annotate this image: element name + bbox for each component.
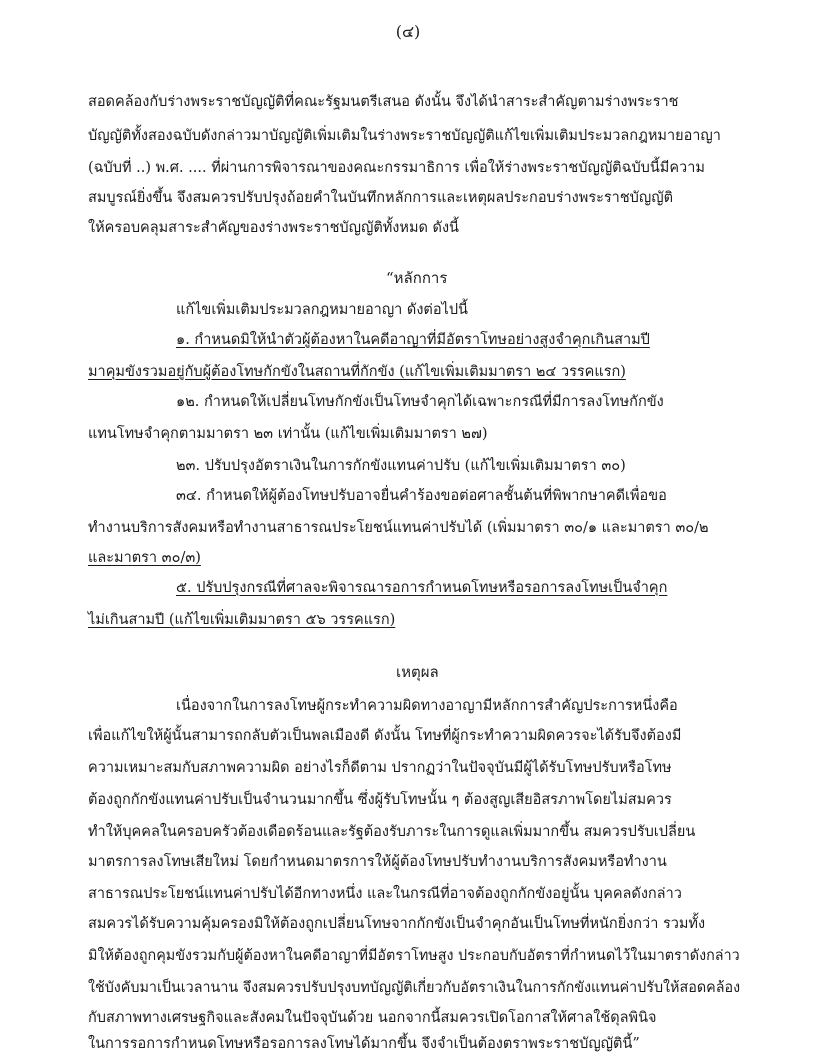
principle-item-3: ๒๓. ปรับปรุงอัตราเงินในการกักขังแทนค่าปรับ (แก้ไขเพิ่มเติมมาตรา ๓๐) — [176, 458, 626, 474]
reason-line-12: ในการรอการกำหนดโทษหรือรอการลงโทษได้มากขึ้น จึงจำเป็นต้องตราพระราชบัญญัตินี้” — [88, 1036, 640, 1052]
principle-heading: “หลักการ — [386, 269, 448, 287]
intro-line-4: สมบูรณ์ยิ่งขึ้น จึงสมควรปรับปรุงถ้อยคำในบันทึกหลักการและเหตุผลประกอบร่างพระราชบัญญัติ — [88, 190, 673, 206]
principle-item-1-line-2: มาคุมขังรวมอยู่กับผู้ต้องโทษกักขังในสถานที่กักขัง (แก้ไขเพิ่มเติมมาตรา ๒๔ วรรคแรก) — [88, 364, 626, 380]
reason-line-3: ความเหมาะสมกับสภาพความผิด อย่างไรก็ดีตาม ปรากฏว่าในปัจจุบันมีผู้ได้รับโทษปรับหรือโทษ — [88, 760, 672, 776]
intro-line-3: (ฉบับที่ ..) พ.ศ. .... ที่ผ่านการพิจารณาของคณะกรรมาธิการ เพื่อให้ร่างพระราชบัญญัติฉบับนี้มีความ — [88, 160, 705, 176]
reason-line-9: มิให้ต้องถูกคุมขังรวมกับผู้ต้องหาในคดีอาญาที่มีอัตราโทษสูง ประกอบกับอัตราที่กำหนดไว้ในมาตราดังกล่าว — [88, 948, 740, 964]
principle-item-5-line-2: ไม่เกินสามปี (แก้ไขเพิ่มเติมมาตรา ๕๖ วรรคแรก) — [88, 612, 396, 628]
reason-line-8: สมควรได้รับความคุ้มครองมิให้ต้องถูกเปลี่ยนโทษจากกักขังเป็นจำคุกอันเป็นโทษที่หนักยิ่งกว่า รวมทั้ง — [88, 916, 706, 932]
reason-line-2: เพื่อแก้ไขให้ผู้นั้นสามารถกลับตัวเป็นพลเมืองดี ดังนั้น โทษที่ผู้กระทำความผิดควรจะได้รับจึงต้องมี — [88, 728, 682, 744]
page-number: (๔) — [395, 22, 421, 41]
intro-line-5: ให้ครอบคลุมสาระสำคัญของร่างพระราชบัญญัติทั้งหมด ดังนี้ — [88, 220, 459, 236]
reason-line-1: เนื่องจากในการลงโทษผู้กระทำความผิดทางอาญามีหลักการสำคัญประการหนึ่งคือ — [176, 698, 678, 714]
principle-item-1-line-1: ๑. กำหนดมิให้นำตัวผู้ต้องหาในคดีอาญาที่มีอัตราโทษอย่างสูงจำคุกเกินสามปี — [176, 332, 650, 348]
reason-line-7: สาธารณประโยชน์แทนค่าปรับได้อีกทางหนึ่ง และในกรณีที่อาจต้องถูกกักขังอยู่นั้น บุคคลดังกล่าว — [88, 886, 682, 902]
principle-item-2-line-1: ๑๒. กำหนดให้เปลี่ยนโทษกักขังเป็นโทษจำคุกได้เฉพาะกรณีที่มีการลงโทษกักขัง — [176, 394, 664, 410]
principle-item-2-line-2: แทนโทษจำคุกตามมาตรา ๒๓ เท่านั้น (แก้ไขเพิ่มเติมมาตรา ๒๗) — [88, 426, 488, 442]
principle-item-4-line-3: และมาตรา ๓๐/๓) — [88, 550, 201, 566]
reason-line-11: กับสภาพทางเศรษฐกิจและสังคมในปัจจุบันด้วย นอกจากนี้สมควรเปิดโอกาสให้ศาลใช้ดุลพินิจ — [88, 1010, 657, 1026]
principle-lead: แก้ไขเพิ่มเติมประมวลกฎหมายอาญา ดังต่อไปนี้ — [176, 302, 468, 318]
reason-heading: เหตุผล — [396, 663, 439, 681]
reason-line-10: ใช้บังคับมาเป็นเวลานาน จึงสมควรปรับปรุงบทบัญญัติเกี่ยวกับอัตราเงินในการกักขังแทนค่าปรับให้สอดคล้อง — [88, 980, 741, 996]
intro-line-2: บัญญัติทั้งสองฉบับดังกล่าวมาบัญญัติเพิ่มเติมในร่างพระราชบัญญัติแก้ไขเพิ่มเติมประมวลกฎหมายอาญา — [88, 128, 721, 144]
reason-line-6: มาตรการลงโทษเสียใหม่ โดยกำหนดมาตรการให้ผู้ต้องโทษปรับทำงานบริการสังคมหรือทำงาน — [88, 854, 667, 870]
principle-item-5-line-1: ๕. ปรับปรุงกรณีที่ศาลจะพิจารณารอการกำหนดโทษหรือรอการลงโทษเป็นจำคุก — [176, 580, 668, 596]
principle-item-4-line-1: ๓๔. กำหนดให้ผู้ต้องโทษปรับอาจยื่นคำร้องขอต่อศาลชั้นต้นที่พิพากษาคดีเพื่อขอ — [176, 488, 667, 504]
intro-line-1: สอดคล้องกับร่างพระราชบัญญัติที่คณะรัฐมนตรีเสนอ ดังนั้น จึงได้นำสาระสำคัญตามร่างพระราช — [88, 94, 679, 110]
principle-item-4-line-2: ทำงานบริการสังคมหรือทำงานสาธารณประโยชน์แทนค่าปรับได้ (เพิ่มมาตรา ๓๐/๑ และมาตรา ๓๐/๒ — [88, 520, 709, 536]
reason-line-4: ต้องถูกกักขังแทนค่าปรับเป็นจำนวนมากขึ้น ซึ่งผู้รับโทษนั้น ๆ ต้องสูญเสียอิสรภาพโดยไม่สมควร — [88, 792, 672, 808]
reason-line-5: ทำให้บุคคลในครอบครัวต้องเดือดร้อนและรัฐต้องรับภาระในการดูแลเพิ่มมากขึ้น สมควรปรับเปลี่ยน — [88, 824, 696, 840]
